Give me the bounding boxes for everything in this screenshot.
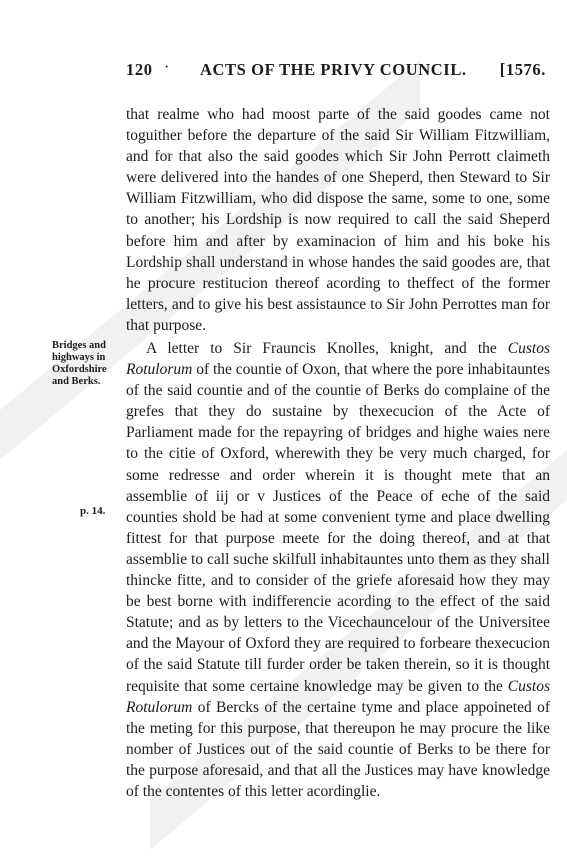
running-header [126,57,546,88]
paragraph-2-text [126,338,550,802]
paragraph-2-part-1: A letter to Sir Frauncis Knolles, knight, and the [146,340,508,357]
page-number: 120 [126,60,153,79]
custos-rotulorum-2: Custos Rotulorum [126,677,550,716]
paragraph-continued [126,104,550,336]
running-title: ACTS OF THE PRIVY COUNCIL. [200,60,467,79]
paragraph-2-part-3: of Bercks of the certaine tyme and place appoineted of the meting for this purpose, that thereupon he may procure the like nomber of Justices out of the said countie of Berks to be there for the purpose aforesaid, and that all the Justices may have knowledge of the contentes of this letter acordinglie. [126,698,550,800]
paragraph-1-text: that realme who had moost parte of the said goodes came not toguither before the departure of the said Sir William Fitzwilliam, and for that also the said goodes which Sir John Perrott claimeth were delivered into the handes of one Sheperd, then Steward to Sir William Fitzwilliam, who did dispose the same, some to one, some to another; his Lordship is now required to call the said Sheperd before him and after by examinacion of him and his boke his Lordship shall understand in whose handes the said goodes are, that he procure restitucion thereof acording to theffect of the former letters, and to give his best assistaunce to Sir John Perrottes man for that purpose. [126,106,550,334]
margin-page-reference: p. 14. [80,505,106,517]
header-year: [1576. [499,60,546,79]
header-dot: · [164,57,171,76]
paragraph-2-part-2: of the countie of Oxon, that where the pore inhabitauntes of the said countie and of the countie of Berks do complaine of the grefes that they do sustaine by thexecucion of the Acte of Parliament made for the repayring of bridges and highe waies nere to the citie of Oxford, wherewith they be very much charged, for some redresse and order wherein it is thought mete that an assemblie of iij or v Justices of the Peace of eche of the said counties shold be had at some convenient tyme and place dwelling fittest for that purpose meete for the doing thereof, and at that assemblie to call suche skilfull inhabitauntes unto them as they shall thincke fitte, and to consider of the griefe aforesaid how they may be best borne with indifferencie acording to the effect of the said Statute; and as by letters to the Vicechauncelour of the Universitee and the Mayour of Oxford they are required to forbeare thexecucion of the said Statute till furder order be taken therein, so it is thought requisite that some certaine knowledge may be given to the [126,361,550,695]
custos-rotulorum-1: Custos Rotulorum [126,340,550,379]
margin-note: Bridges and highways in Oxfordshire and Berks. [52,340,107,387]
paragraph-letter [126,338,550,802]
